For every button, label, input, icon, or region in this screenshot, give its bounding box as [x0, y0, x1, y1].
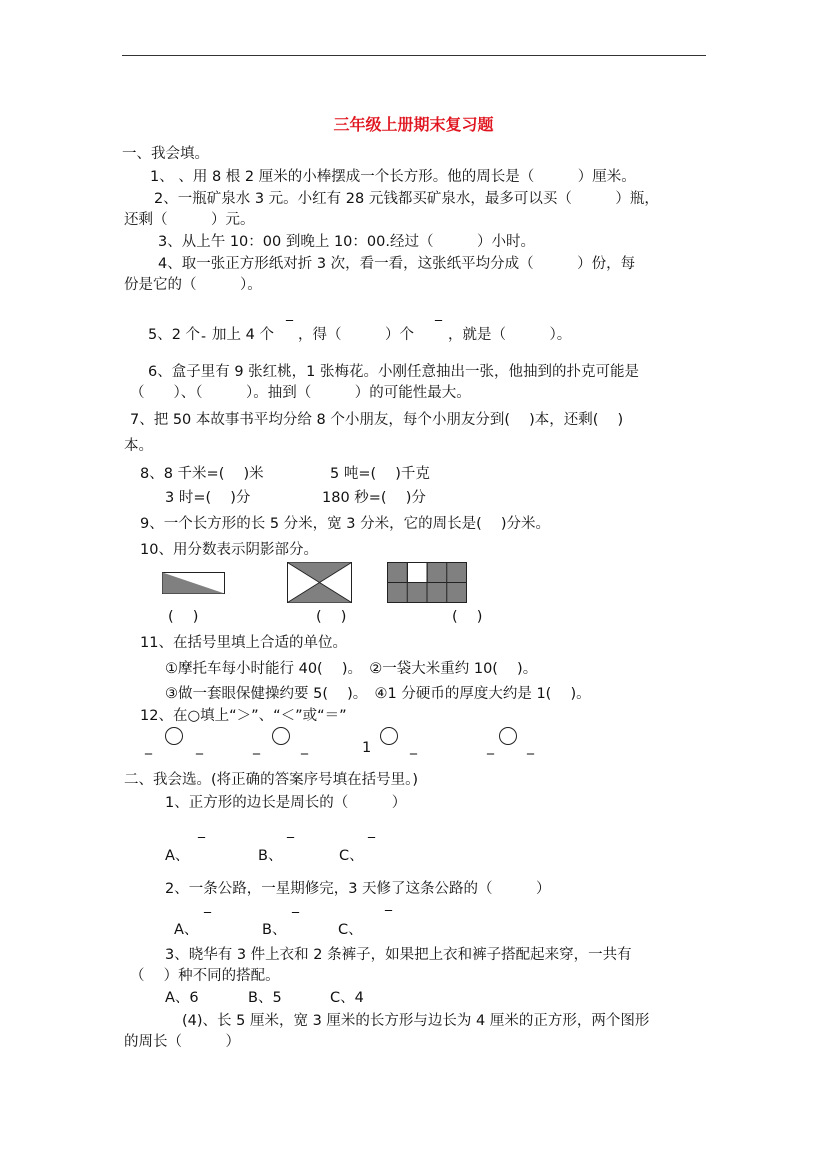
choice-3-option-a: A、6	[165, 990, 199, 1006]
choice-1-option-c: C、	[339, 848, 364, 864]
question-3: 3、从上午 10：00 到晚上 10：00.经过（ ）小时。	[158, 234, 535, 250]
fraction-stub: _	[145, 739, 152, 755]
choice-question-4-line1: (4)、长 5 厘米，宽 3 厘米的长方形与边长为 4 厘米的正方形，两个图形	[182, 1013, 650, 1029]
fraction-blank-3: ( )	[452, 609, 483, 625]
choice-1-option-b: B、	[258, 848, 283, 864]
question-4-line1: 4、取一张正方形纸对折 3 次，看一看，这张纸平均分成（ ）份，每	[158, 256, 636, 272]
question-4-line2: 份是它的（ ）。	[124, 277, 262, 293]
question-5-part1: 5、2 个	[148, 327, 201, 343]
unshaded-cell	[408, 563, 428, 583]
fraction-stub: ‾	[204, 911, 211, 927]
fraction-stub: ‾	[198, 836, 205, 852]
question-6-line1: 6、盒子里有 9 张红桃，1 张梅花。小刚任意抽出一张，他抽到的扑克可能是	[148, 364, 640, 380]
header-rule	[122, 55, 706, 56]
grid-figure	[387, 562, 469, 604]
question-8-item3: 3 时=( )分	[165, 490, 251, 506]
fraction-stub: _	[253, 739, 260, 755]
fraction-blank-1: ( )	[168, 609, 199, 625]
question-2-line1: 2、一瓶矿泉水 3 元。小红有 28 元钱都买矿泉水，最多可以买（ ）瓶，	[154, 191, 659, 207]
compare-circle-2	[272, 727, 290, 745]
question-1: 1、 、用 8 根 2 厘米的小棒摆成一个长方形。他的周长是（ ）厘米。	[150, 169, 636, 185]
question-11: 11、在括号里填上合适的单位。	[140, 635, 347, 651]
question-6-line2: （ ）、（ ）。抽到（ ）的可能性最大。	[130, 385, 471, 401]
question-7-line2: 本。	[124, 438, 153, 454]
question-5-part4: ，就是（ ）。	[448, 327, 572, 343]
question-11-line1: ①摩托车每小时能行 40( )。 ②一袋大米重约 10( )。	[165, 661, 538, 677]
question-11-line2: ③做一套眼保健操约要 5( )。 ④1 分硬币的厚度大约是 1( )。	[165, 686, 591, 702]
choice-3-option-b: B、5	[248, 990, 282, 1006]
question-10: 10、用分数表示阴影部分。	[140, 542, 318, 558]
section1-heading: 一、我会填。	[122, 146, 209, 162]
choice-question-1: 1、正方形的边长是周长的（ ）	[165, 795, 407, 811]
compare-circle-1	[165, 727, 183, 745]
choice-2-option-c: C、	[338, 922, 363, 938]
question-5-part2: 加上 4 个	[212, 327, 274, 343]
fraction-stub: -	[201, 329, 207, 345]
choice-question-3-line2: （ ）种不同的搭配。	[130, 968, 280, 984]
choice-2-option-b: B、	[262, 922, 287, 938]
section2-heading: 二、我会选。(将正确的答案序号填在括号里。)	[124, 772, 419, 788]
fraction-stub: _	[301, 739, 308, 755]
fraction-stub: ‾	[435, 319, 442, 335]
question-9: 9、一个长方形的长 5 分米，宽 3 分米，它的周长是( )分米。	[140, 516, 551, 532]
choice-3-option-c: C、4	[330, 990, 364, 1006]
question-5-part3: ，得（ ）个	[298, 327, 414, 343]
fraction-stub: _	[196, 739, 203, 755]
compare-circle-3	[380, 727, 398, 745]
fraction-stub: ‾	[287, 836, 294, 852]
question-7-line1: 7、把 50 本故事书平均分给 8 个小朋友，每个小朋友分到( )本，还剩( )	[130, 412, 624, 428]
fraction-stub: _	[487, 739, 494, 755]
fraction-stub: ‾	[292, 911, 299, 927]
choice-question-4-line2: 的周长（ ）	[124, 1034, 240, 1050]
fraction-stub: _	[410, 739, 417, 755]
question-8-item4: 180 秒=( )分	[322, 490, 426, 506]
page-title: 三年级上册期末复习题	[333, 115, 494, 134]
shaded-rectangle-figure	[162, 572, 226, 596]
envelope-figure	[287, 562, 353, 604]
choice-question-2: 2、一条公路，一星期修完，3 天修了这条公路的（ ）	[165, 881, 551, 897]
fraction-stub: _	[527, 739, 534, 755]
question-2-line2: 还剩（ ）元。	[124, 212, 255, 228]
choice-1-option-a: A、	[165, 848, 190, 864]
fraction-stub: ‾	[286, 319, 293, 335]
fraction-stub: ‾	[368, 836, 375, 852]
fraction-stub: ‾	[385, 909, 392, 925]
question-8-item1: 8、8 千米=( )米	[140, 466, 264, 482]
compare-number-one: 1	[362, 740, 372, 756]
question-12: 12、在○填上“＞”、“＜”或“＝”	[140, 708, 347, 724]
question-8-item2: 5 吨=( )千克	[330, 466, 430, 482]
fraction-blank-2: ( )	[316, 609, 347, 625]
choice-question-3-line1: 3、晓华有 3 件上衣和 2 条裤子，如果把上衣和裤子搭配起来穿，一共有	[165, 947, 632, 963]
choice-2-option-a: A、	[174, 922, 199, 938]
compare-circle-4	[499, 727, 517, 745]
